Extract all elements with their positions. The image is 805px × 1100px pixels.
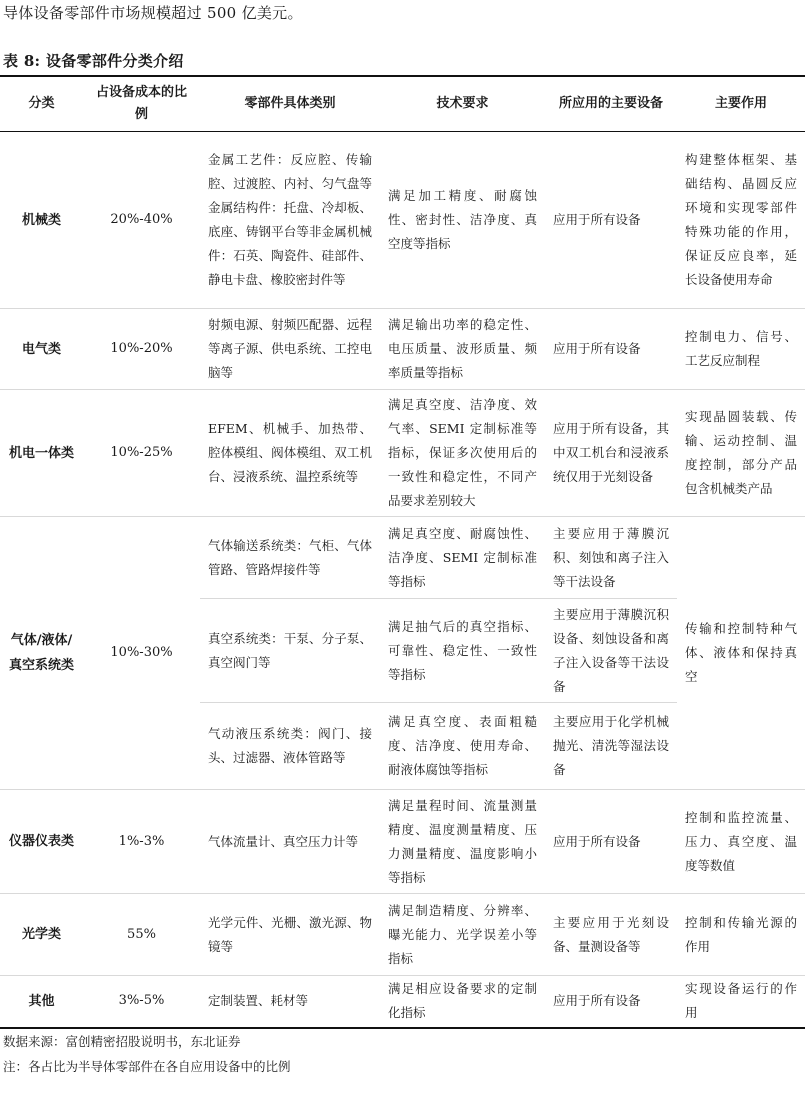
table-row	[0, 132, 805, 309]
source-note: 数据来源：富创精密招股说明书，东北证券	[3, 1034, 241, 1049]
category-cell: 其他	[28, 993, 55, 1009]
parts-cell: EFEM、机械手、加热带、腔体模组、阀体模组、双工机台、浸液系统、温控系统等	[200, 390, 380, 517]
category-cell: 气体/液体/真空系统类	[0, 517, 83, 790]
ratio-cell: 3%-5%	[118, 993, 165, 1009]
table-notes	[3, 1029, 291, 1079]
role-cell: 控制和监控流量、压力、真空度、温度等数值	[677, 790, 805, 894]
header-role: 主要作用	[677, 76, 805, 132]
equipment-cell: 主要应用于光刻设备、量测设备等	[545, 894, 677, 976]
table-row	[0, 309, 805, 390]
equipment-cell: 主要应用于化学机械抛光、清洗等湿法设备	[545, 703, 677, 790]
equipment-cell: 主要应用于薄膜沉积、刻蚀和离子注入等干法设备	[545, 517, 677, 599]
tech-cell: 满足量程时间、流量测量精度、温度测量精度、压力测量精度、温度影响小等指标	[380, 790, 545, 894]
tech-cell: 满足加工精度、耐腐蚀性、密封性、洁净度、真空度等指标	[380, 132, 545, 309]
tech-cell: 满足制造精度、分辨率、曝光能力、光学误差小等指标	[380, 894, 545, 976]
header-equipment: 所应用的主要设备	[545, 76, 677, 132]
parts-cell: 气动液压系统类：阀门、接头、过滤器、液体管路等	[200, 703, 380, 790]
parts-cell: 光学元件、光栅、激光源、物镜等	[200, 894, 380, 976]
ratio-cell: 55%	[83, 894, 200, 976]
equipment-cell: 主要应用于薄膜沉积设备、刻蚀设备和离子注入设备等干法设备	[545, 599, 677, 703]
tech-cell: 满足真空度、洁净度、效气率、SEMI 定制标准等指标，保证多次使用后的一致性和稳定性，不同产品要求差别较大	[380, 390, 545, 517]
category-cell: 机械类	[0, 132, 83, 309]
parts-cell: 真空系统类：干泵、分子泵、真空阀门等	[200, 599, 380, 703]
role-cell: 传输和控制特种气体、液体和保持真空	[677, 517, 805, 790]
equipment-cell: 应用于所有设备	[545, 309, 677, 390]
ratio-cell: 10%-30%	[83, 517, 200, 790]
header-category: 分类	[0, 76, 83, 132]
intro-paragraph: 导体设备零部件市场规模超过 500 亿美元。	[3, 4, 303, 22]
equipment-cell: 应用于所有设备	[545, 132, 677, 309]
ratio-cell: 20%-40%	[83, 132, 200, 309]
header-ratio: 占设备成本的比例	[83, 76, 200, 132]
role-cell: 控制电力、信号、工艺反应制程	[677, 309, 805, 390]
header-tech: 技术要求	[380, 76, 545, 132]
role-cell: 实现晶圆装载、传输、运动控制、温度控制，部分产品包含机械类产品	[677, 390, 805, 517]
table-row	[0, 390, 805, 517]
parts-cell: 金属工艺件：反应腔、传输腔、过渡腔、内衬、匀气盘等金属结构件：托盘、冷却板、底座、铸钢平台等非金属机械件：石英、陶瓷件、硅部件、静电卡盘、橡胶密封件等	[200, 132, 380, 309]
equipment-cell: 应用于所有设备，其中双工机台和浸液系统仅用于光刻设备	[545, 390, 677, 517]
equipment-cell: 应用于所有设备	[553, 993, 641, 1009]
table-row	[0, 894, 805, 976]
tech-cell: 满足输出功率的稳定性、电压质量、波形质量、频率质量等指标	[380, 309, 545, 390]
parts-cell: 定制装置、耗材等	[208, 993, 309, 1009]
table-row	[0, 517, 805, 599]
parts-cell: 气体流量计、真空压力计等	[200, 790, 380, 894]
parts-cell: 气体输送系统类：气柜、气体管路、管路焊接件等	[200, 517, 380, 599]
header-row	[0, 76, 805, 132]
table-title: 表 8: 设备零部件分类介绍	[3, 52, 184, 70]
category-cell: 光学类	[0, 894, 83, 976]
components-table	[0, 75, 805, 1029]
role-cell: 构建整体框架、基础结构、晶圆反应环境和实现零部件特殊功能的作用，保证反应良率，延长设备使用寿命	[677, 132, 805, 309]
ratio-cell: 1%-3%	[83, 790, 200, 894]
category-cell: 机电一体类	[0, 390, 83, 517]
parts-cell: 射频电源、射频匹配器、远程等离子源、供电系统、工控电脑等	[200, 309, 380, 390]
tech-cell: 满足抽气后的真空指标、可靠性、稳定性、一致性等指标	[380, 599, 545, 703]
header-parts: 零部件具体类别	[200, 76, 380, 132]
footnote: 注：各占比为半导体零部件在各自应用设备中的比例	[3, 1059, 291, 1074]
tech-cell: 满足真空度、表面粗糙度、洁净度、使用寿命、耐液体腐蚀等指标	[380, 703, 545, 790]
equipment-cell: 应用于所有设备	[545, 790, 677, 894]
ratio-cell: 10%-20%	[83, 309, 200, 390]
category-cell: 仪器仪表类	[0, 790, 83, 894]
table-row	[0, 976, 805, 1028]
role-cell: 实现设备运行的作用	[685, 981, 797, 1021]
ratio-cell: 10%-25%	[83, 390, 200, 517]
tech-cell: 满足真空度、耐腐蚀性、洁净度、SEMI 定制标准等指标	[380, 517, 545, 599]
table-row	[0, 790, 805, 894]
role-cell: 控制和传输光源的作用	[677, 894, 805, 976]
tech-cell: 满足相应设备要求的定制化指标	[388, 981, 537, 1021]
category-cell: 电气类	[0, 309, 83, 390]
